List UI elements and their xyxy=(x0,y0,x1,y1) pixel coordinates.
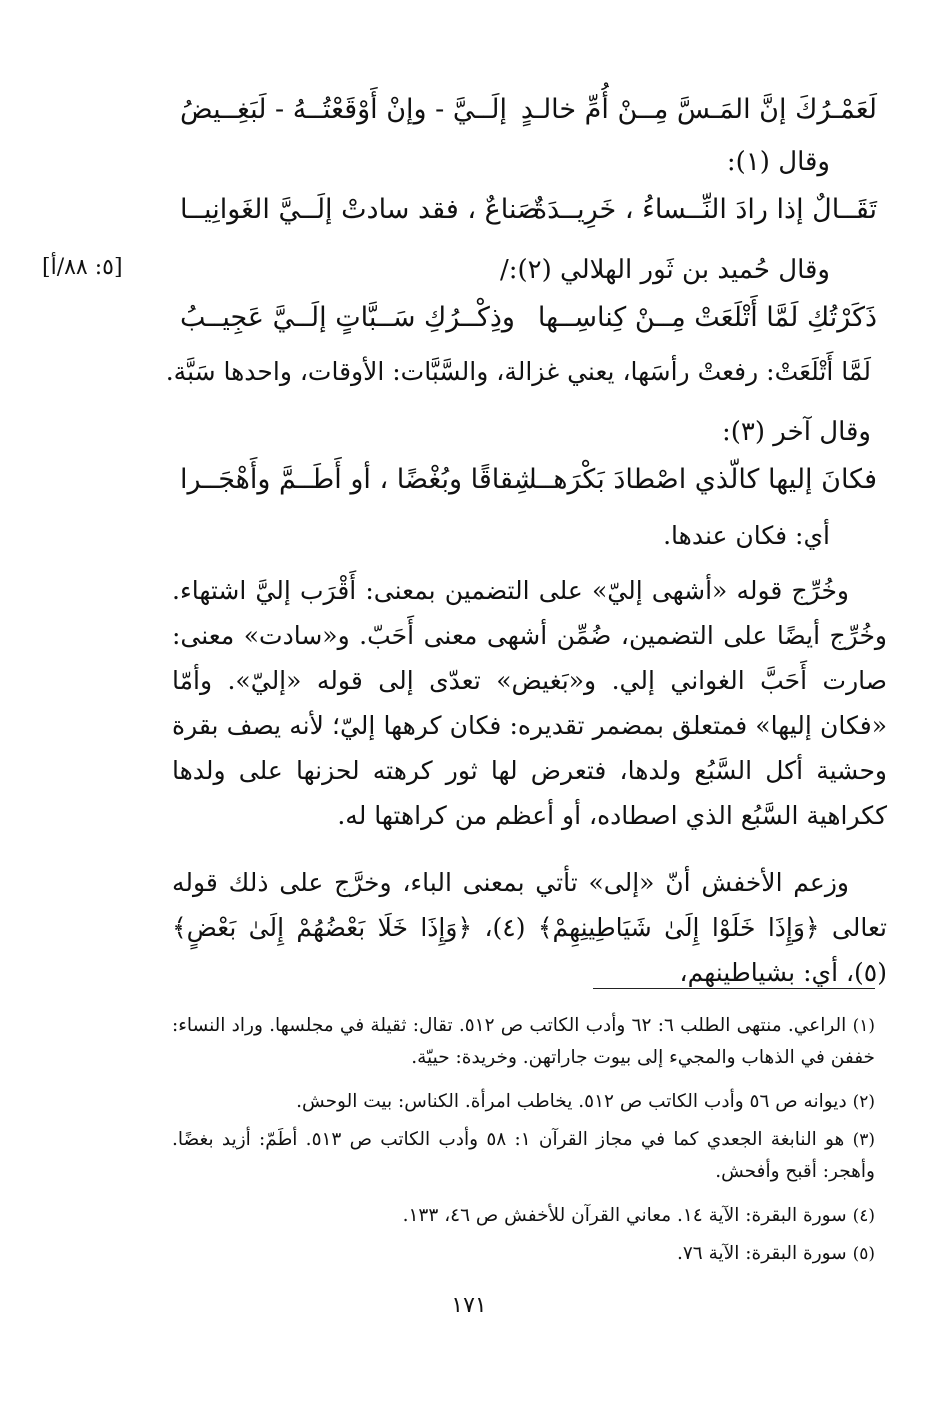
verse-intro: وقال حُميد بن ثَور الهلالي (٢):/ xyxy=(500,255,830,285)
verse-gloss: لَمَّا أَتْلَعَتْ: رفعتْ رأسَها، يعني غزالة، والسَّبَّات: الأوقات، واحدها سَبَّة. xyxy=(165,357,871,386)
verse-line xyxy=(180,458,877,502)
footnote xyxy=(172,1238,875,1270)
verse-first-hemistich: تَقَــالٌ إذا رادَ النِّــساءُ ، خَرِيــدَةٌ xyxy=(533,194,877,225)
manuscript-folio-note: [٥: ٨٨/أ] xyxy=(42,255,123,280)
footnote-text: ديوانه ص ٥٦ وأدب الكاتب ص ٥١٢. يخاطب امرأة. الكناس: بيت الوحش. xyxy=(296,1091,847,1112)
verse-first-hemistich: ذَكَرْتُكِ لَمَّا أَتْلَعَتْ مِــنْ كِناسِــها xyxy=(537,302,877,333)
footnote-text: سورة البقرة: الآية ١٤. معاني القرآن للأخفش ص ٤٦، ١٣٣. xyxy=(402,1205,847,1226)
body-paragraph xyxy=(172,568,887,838)
verse-second-hemistich: إلَــيَّ - وإنْ أَوْقَعْتُــهُ - لَبَغِــيضُ xyxy=(180,94,507,125)
verse-intro: وقال (١): xyxy=(726,147,830,177)
verse-second-hemistich: وذِكْــرُكِ سَــبَّاتٍ إلَــيَّ عَجِيــبُ xyxy=(180,302,515,333)
footnote xyxy=(172,1124,875,1187)
body-paragraph xyxy=(172,860,887,995)
verse-second-hemistich: شِقاقًا وبُغْضًا ، أو أَطَــمَّ وأَهْجَــرا xyxy=(180,464,537,495)
verse-first-hemistich: لَعَمْـرُكَ إنَّ المَـسَّ مِــنْ أُمِّ خالـدٍ xyxy=(520,94,877,125)
verse-line xyxy=(180,88,877,132)
footnote-text: سورة البقرة: الآية ٧٦. xyxy=(676,1243,847,1264)
verse-line xyxy=(180,188,877,232)
verse-first-hemistich: فكانَ إليها كالّذي اصْطادَ بَكْرَهــا xyxy=(529,464,877,495)
footnote-text: هو النابغة الجعدي كما في مجاز القرآن ١: ٥٨ وأدب الكاتب ص ٥١٣. أطَمّ: أزيد بغضًا. وأهجر: أقبح وأفحش. xyxy=(172,1129,875,1182)
footnote xyxy=(172,1010,875,1073)
footnote-number: (٣) xyxy=(852,1130,875,1150)
footnote-text: الراعي. منتهى الطلب ٦: ٦٢ وأدب الكاتب ص ٥١٢. تقال: ثقيلة في مجلسها. وراد النساء: خففن في الذهاب والمجيء إلى بيوت جاراتهن. وخريدة: حييّة. xyxy=(172,1015,875,1068)
paragraph-text: وزعم الأخفش أنّ «إلى» تأتي بمعنى الباء، وخرَّج على ذلك قوله تعالى ﴿وَإِذَا خَلَوْا إِلَىٰ شَيَاطِينِهِمْ﴾ (٤)، ﴿وَإِذَا خَلَا بَعْضُهُمْ إِلَىٰ بَعْضٍ﴾ (٥)، أي: بشياطينهم، xyxy=(172,868,888,987)
footnote-number: (٢) xyxy=(852,1092,875,1112)
footnote-separator xyxy=(593,988,875,989)
paragraph-text: وخُرِّج قوله «أشهى إليّ» على التضمين بمعنى: أَقْرَب إليَّ اشتهاء. وخُرِّج أيضًا على التضمين، ضُمِّن أشهى معنى أَحَبّ. و«سادت» معنى: صارت أَحَبَّ الغواني إلي. و«بَغيض» تعدّى إلى قوله «إليّ». وأمّا «فكان إليها» فمتعلق بمضمر تقديره: فكان كرهها إليّ؛ لأنه يصف بقرة وحشية أكل السَّبُع ولدها، فتعرض لها ثور كرهته لحزنها على ولدها ككراهية السَّبُع الذي اصطاده، أو أعظم من كراهتها له. xyxy=(172,576,887,830)
footnote-number: (٥) xyxy=(852,1244,875,1264)
footnote-number: (١) xyxy=(852,1016,875,1036)
verse-intro: وقال آخر (٣): xyxy=(722,417,871,447)
verse-second-hemistich: صَناعٌ ، فقد سادتْ إلَــيَّ الغَوانِيــا xyxy=(180,194,541,225)
page-number: ١٧١ xyxy=(451,1293,487,1318)
verse-line xyxy=(180,296,877,340)
footnote-number: (٤) xyxy=(852,1206,875,1226)
verse-explanation: أي: فكان عندها. xyxy=(663,521,830,550)
footnote xyxy=(172,1200,875,1232)
footnote xyxy=(172,1086,875,1118)
